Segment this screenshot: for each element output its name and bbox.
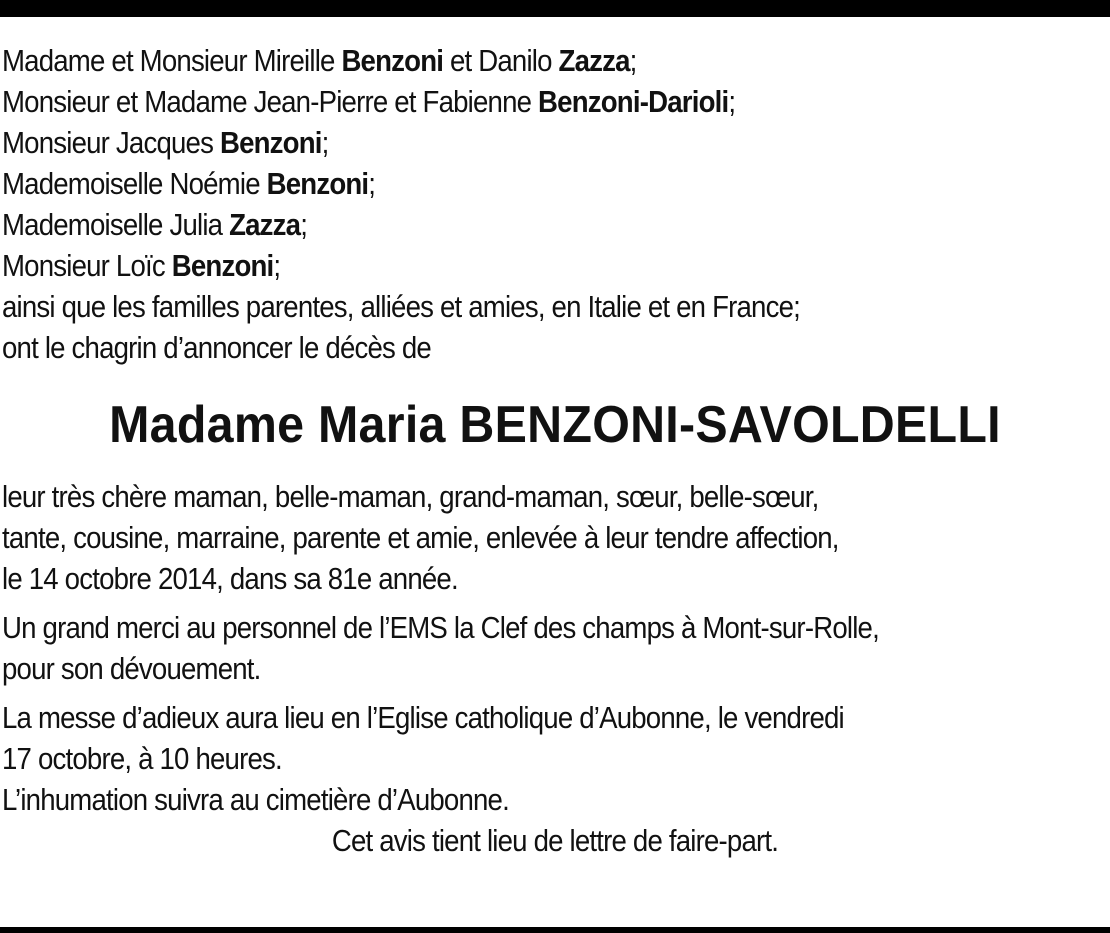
description-paragraph <box>2 476 986 599</box>
thanks-paragraph <box>2 607 986 689</box>
ceremony-line: 17 octobre, à 10 heures. <box>2 741 282 776</box>
family-line-text: Mademoiselle Noémie <box>2 166 267 201</box>
family-surname: Benzoni-Darioli <box>538 84 729 119</box>
deceased-name: Madame Maria BENZONI-SAVOLDELLI <box>109 396 1001 454</box>
bottom-rule <box>0 927 1110 933</box>
punctuation: ; <box>368 166 376 201</box>
thanks-line: Un grand merci au personnel de l’EMS la Clef des champs à Mont-sur-Rolle, <box>2 610 879 645</box>
family-surname: Benzoni <box>266 166 369 201</box>
punctuation: ; <box>273 248 281 283</box>
family-line-6 <box>2 245 986 286</box>
punctuation: ; <box>629 43 637 78</box>
family-line-1 <box>2 40 986 81</box>
ceremony-line: La messe d’adieux aura lieu en l’Eglise catholique d’Aubonne, le vendredi <box>2 700 844 735</box>
family-line-5 <box>2 204 986 245</box>
family-surname: Zazza <box>229 207 301 242</box>
family-line-text: Monsieur Jacques <box>2 125 220 160</box>
description-line: leur très chère maman, belle-maman, grand-maman, sœur, belle-sœur, <box>2 479 819 514</box>
burial-line: L’inhumation suivra au cimetière d’Aubonne. <box>2 782 509 817</box>
family-line-text: Mademoiselle Julia <box>2 207 230 242</box>
top-rule <box>0 0 1110 17</box>
relatives-line: ainsi que les familles parentes, alliées et amies, en Italie et en France; <box>2 289 801 324</box>
description-line: le 14 octobre 2014, dans sa 81e année. <box>2 561 458 596</box>
family-surname: Zazza <box>558 43 630 78</box>
family-surname: Benzoni <box>171 248 274 283</box>
family-line-text: Monsieur Loïc <box>2 248 172 283</box>
family-line-text: et Danilo <box>443 43 559 78</box>
announce-line: ont le chagrin d’annoncer le décès de <box>2 330 431 365</box>
family-line-3 <box>2 122 986 163</box>
description-line: tante, cousine, marraine, parente et amie, enlevée à leur tendre affection, <box>2 520 839 555</box>
punctuation: ; <box>728 84 736 119</box>
punctuation: ; <box>300 207 308 242</box>
family-line-text: Madame et Monsieur Mireille <box>2 43 342 78</box>
closing-line: Cet avis tient lieu de lettre de faire-part. <box>331 823 779 858</box>
family-line-text: Monsieur et Madame Jean-Pierre et Fabienne <box>2 84 539 119</box>
family-surname: Benzoni <box>341 43 444 78</box>
family-surname: Benzoni <box>219 125 322 160</box>
thanks-line: pour son dévouement. <box>2 651 261 686</box>
ceremony-paragraph <box>2 697 986 820</box>
obituary-notice <box>2 40 1108 861</box>
family-line-2 <box>2 81 986 122</box>
family-line-4 <box>2 163 986 204</box>
punctuation: ; <box>321 125 329 160</box>
